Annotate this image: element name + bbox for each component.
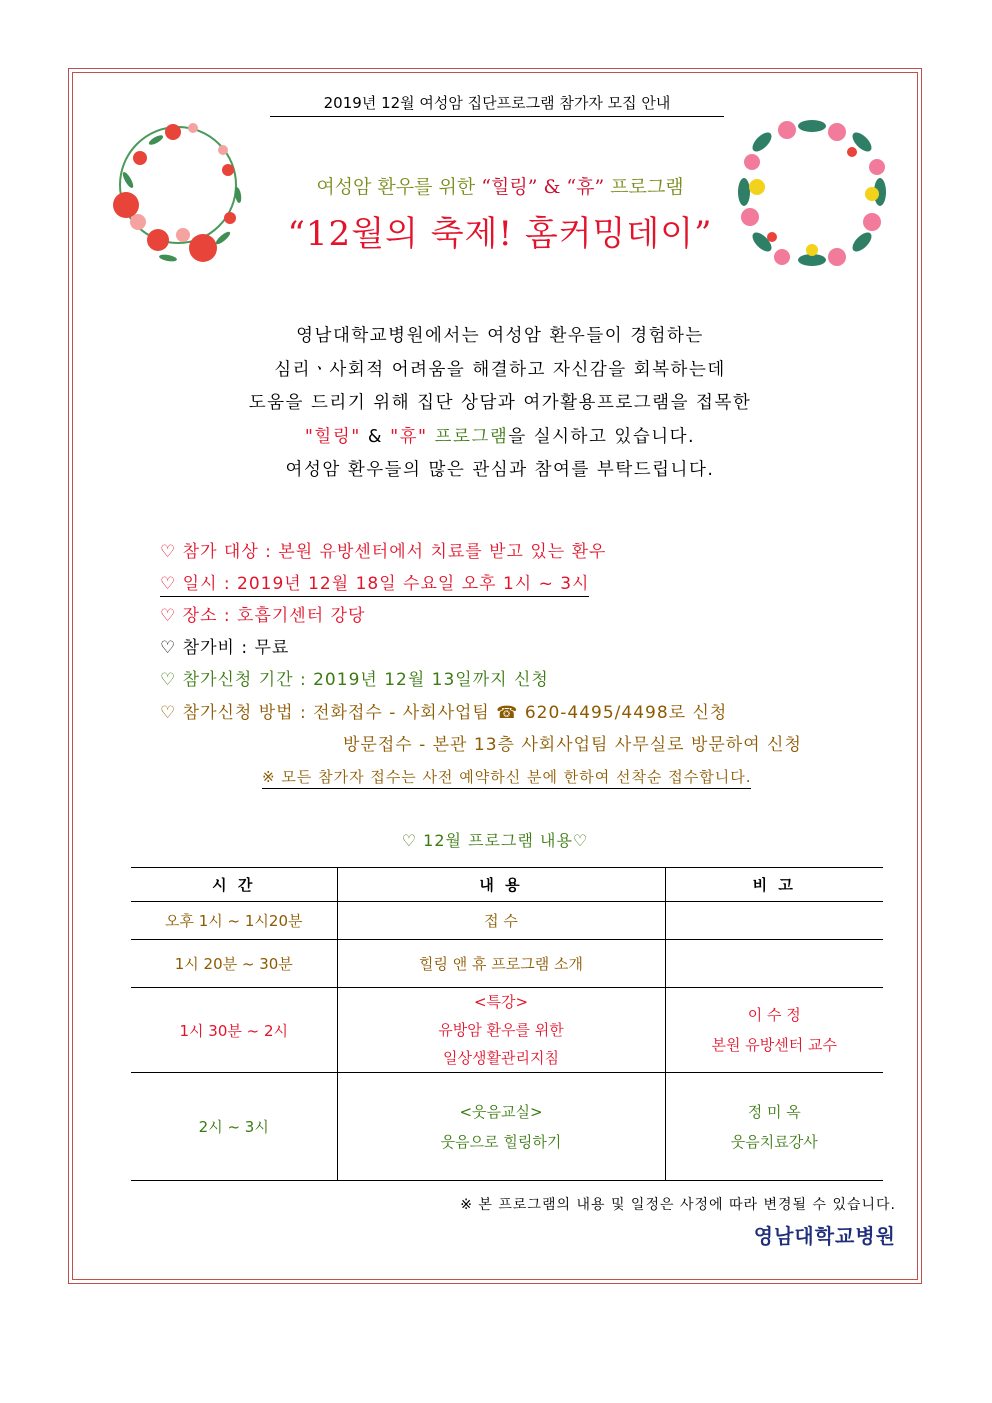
intro-line-4 — [150, 421, 850, 455]
info-fee: ♡ 참가비 : 무료 — [160, 638, 290, 658]
speaker-name: 정 미 옥 — [747, 1102, 801, 1121]
subtitle-hue: “휴” — [566, 176, 605, 198]
info-method: ♡ 참가신청 방법 : 전화접수 - 사회사업팀 ☎ 620-4495/4498로 신청 — [160, 703, 728, 723]
row-time: 2시 ~ 3시 — [131, 1073, 337, 1181]
header-time: 시 간 — [131, 868, 337, 902]
speaker-title: 본원 유방센터 교수 — [711, 1036, 837, 1054]
row-content-line: 웃음으로 힐링하기 — [440, 1132, 562, 1151]
row-content — [337, 988, 665, 1073]
row-content-line: <특강> — [473, 993, 529, 1011]
info-place: ♡ 장소 : 호흡기센터 강당 — [160, 606, 366, 626]
row-note — [665, 1073, 883, 1181]
program-schedule-table — [131, 867, 883, 1181]
intro-paragraph — [150, 320, 850, 488]
subtitle-amp: & — [537, 176, 567, 198]
table-row — [131, 940, 883, 988]
table-row — [131, 988, 883, 1073]
row-content-line: <웃음교실> — [459, 1102, 543, 1121]
intro-program: 프로그램 — [427, 426, 509, 447]
intro-line-2: 심리ㆍ사회적 어려움을 해결하고 자신감을 회복하는데 — [274, 359, 726, 380]
row-content — [337, 1073, 665, 1181]
row-note — [665, 940, 883, 988]
row-content: 접 수 — [337, 902, 665, 940]
row-content: 힐링 앤 휴 프로그램 소개 — [337, 940, 665, 988]
subtitle-suffix: 프로그램 — [604, 176, 684, 198]
row-content-line: 일상생활관리지침 — [443, 1049, 559, 1067]
info-note — [262, 766, 751, 787]
speaker-title: 웃음치료강사 — [730, 1132, 818, 1151]
hospital-name: 영남대학교병원 — [753, 1224, 896, 1248]
row-time: 1시 30분 ~ 2시 — [131, 988, 337, 1073]
subtitle-prefix: 여성암 환우를 위한 — [316, 176, 482, 198]
program-title: ♡ 12월 프로그램 내용♡ — [401, 831, 589, 850]
intro-amp: & — [360, 426, 391, 447]
info-target: ♡ 참가 대상 : 본원 유방센터에서 치료를 받고 있는 환우 — [160, 542, 607, 562]
subtitle-healing: “힐링” — [481, 176, 538, 198]
row-content-line: 유방암 환우를 위한 — [438, 1021, 564, 1039]
table-row — [131, 902, 883, 940]
intro-line-1: 영남대학교병원에서는 여성암 환우들이 경험하는 — [296, 326, 704, 346]
intro-healing: "힐링" — [304, 426, 361, 447]
header-content: 내 용 — [337, 868, 665, 902]
intro-line-3: 도움을 드리기 위해 집단 상담과 여가활용프로그램을 접목한 — [248, 393, 752, 413]
speaker-name: 이 수 정 — [747, 1006, 801, 1024]
info-date — [160, 569, 589, 594]
change-notice: ※ 본 프로그램의 내용 및 일정은 사정에 따라 변경될 수 있습니다. — [460, 1197, 896, 1213]
info-deadline: ♡ 참가신청 기간 : 2019년 12월 13일까지 신청 — [160, 670, 549, 690]
intro-hue: "휴" — [390, 426, 428, 447]
header-note: 비 고 — [665, 868, 883, 902]
table-row — [131, 1073, 883, 1181]
event-headline: “12월의 축제! 홈커밍데이” — [287, 214, 713, 254]
info-note-text: ※ 모든 참가자 접수는 사전 예약하신 분에 한하여 선착순 접수합니다. — [262, 768, 751, 789]
row-note — [665, 988, 883, 1073]
intro-line-5: 여성암 환우들의 많은 관심과 참여를 부탁드립니다. — [285, 460, 715, 480]
info-method-visit: 방문접수 - 본관 13층 사회사업팀 사무실로 방문하여 신청 — [343, 735, 802, 755]
row-time: 오후 1시 ~ 1시20분 — [131, 902, 337, 940]
program-subtitle — [200, 172, 800, 199]
info-date-text: ♡ 일시 : 2019년 12월 18일 수요일 오후 1시 ~ 3시 — [160, 574, 589, 597]
intro-line-4-suffix: 을 실시하고 있습니다. — [508, 426, 696, 447]
row-time: 1시 20분 ~ 30분 — [131, 940, 337, 988]
document-title: 2019년 12월 여성암 집단프로그램 참가자 모집 안내 — [270, 92, 724, 117]
table-header-row — [131, 868, 883, 902]
row-note — [665, 902, 883, 940]
